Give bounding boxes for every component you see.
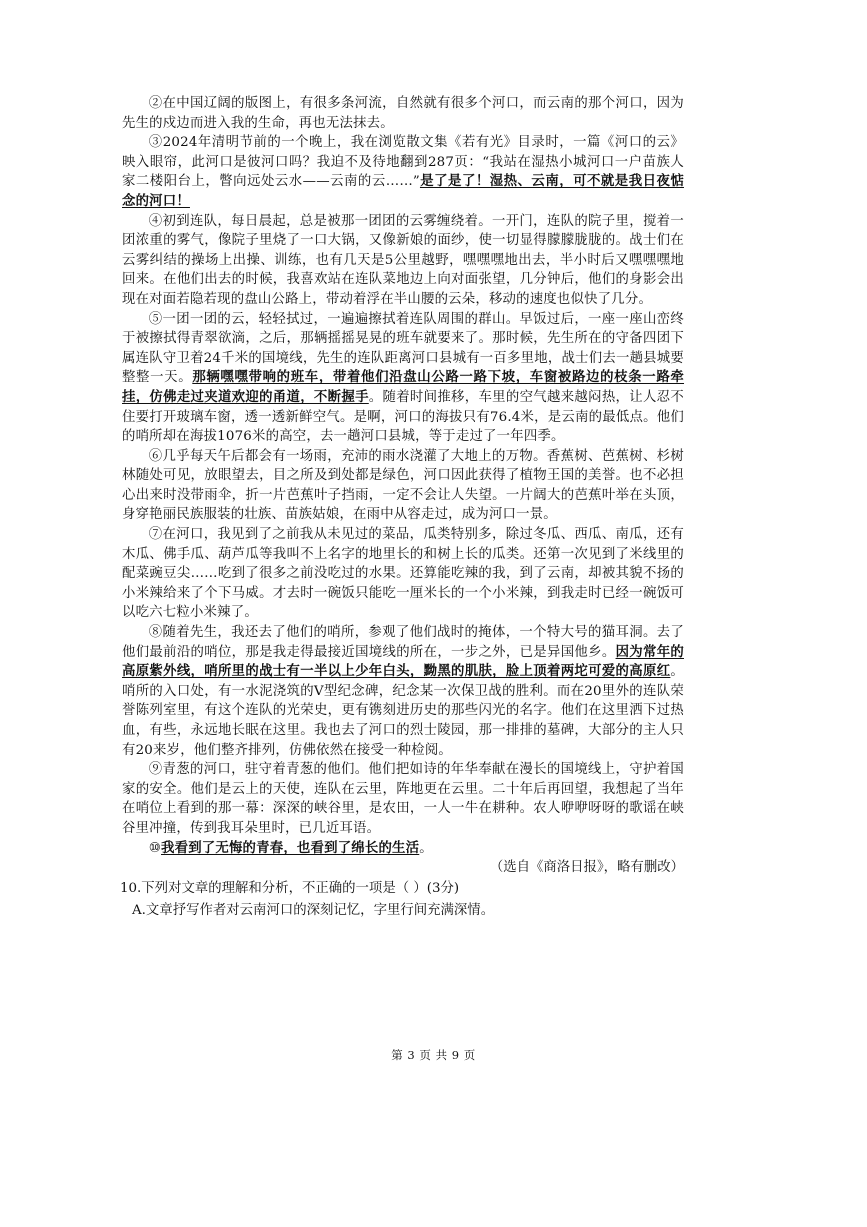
paragraph-7: ⑦在河口，我见到了之前我从未见过的菜品，瓜类特别多，除过冬瓜、西瓜、南瓜，还有木瓜、佛手瓜、葫芦瓜等我叫不上名字的地里长的和树上长的瓜类。还第一次见到了米线里的配菜豌豆尖……吃到了很多之前没吃过的水果。还算能吃辣的我，到了云南，却被其貌不扬的小米辣给来了个下马威。才去时一碗饭只能吃一厘米长的一个小米辣，到我走时已经一碗饭可以吃六七粒小米辣了。: [122, 527, 684, 621]
paragraph-10-number: ⑩: [148, 840, 162, 856]
paragraph-3-text: ③2024年清明节前的一个晚上，我在浏览散文集《若有光》目录时，一篇《河口的云》映入眼帘，此河口是彼河口吗？我迫不及待地翻到287页：“我站在湿热小城河口一户苗族人家二楼阳台上，瞥向远处云水——云南的云……”: [122, 135, 684, 190]
paragraph-10-emphasis: 我看到了无悔的青春，也看到了绵长的生活: [161, 839, 420, 856]
paragraph-9: ⑨青葱的河口，驻守着青葱的他们。他们把如诗的年华奉献在漫长的国境线上，守护着国家的安全。他们是云上的天使，连队在云里，阵地更在云里。二十年后再回望，我想起了当年在哨位上看到的那一幕：深深的峡谷里，是农田，一人一牛在耕种。农人咿咿呀呀的歌谣在峡谷里冲撞，传到我耳朵里时，已几近耳语。: [122, 762, 684, 836]
paragraph-3: [122, 133, 684, 211]
paragraph-8-text-a: ⑧随着先生，我还去了他们的哨所，参观了他们战时的掩体，一个特大号的猫耳洞。去了他们最前沿的哨位，那是我走得最接近国境线的所在，一步之外，已是异国他乡。: [122, 625, 684, 660]
paragraph-5: [122, 310, 684, 447]
paragraph-6: ⑥几乎每天午后都会有一场雨，充沛的雨水浇灌了大地上的万物。香蕉树、芭蕉树、杉树林随处可见，放眼望去，目之所及到处都是绿色，河口因此获得了植物王国的美誉。也不必担心出来时没带雨伞，折一片芭蕉叶子挡雨，一定不会让人失望。一片阔大的芭蕉叶举在头顶，身穿艳丽民族服装的壮族、苗族姑娘，在雨中从容走过，成为河口一景。: [122, 448, 684, 523]
article-source: （选自《商洛日报》，略有删改）: [489, 860, 684, 876]
question-10-option-a: A.文章抒写作者对云南河口的深刻记忆，字里行间充满深情。: [132, 902, 495, 918]
paragraph-5-text-a: ⑤一团一团的云，轻轻拭过，一遍遍擦拭着连队周围的群山。早饭过后，一座一座山峦终于被擦拭得青翠欲滴，之后，那辆摇摇晃晃的班车就要来了。那时候，先生所在的守备四团下属连队守卫着24千米的国境线，先生的连队距离河口县城有一百多里地，战士们去一趟县城要整整一天。: [122, 311, 684, 386]
paragraph-10: [122, 839, 684, 859]
paragraph-3-emphasis: 是了是了！湿热、云南，可不就是我日夜惦念的河口！: [122, 173, 684, 209]
article-body: [122, 94, 684, 922]
paragraph-8: [122, 623, 684, 760]
paragraph-4: ④初到连队，每日晨起，总是被那一团团的云雾缠绕着。一开门，连队的院子里，搅着一团浓重的雾气，像院子里烧了一口大锅，又像新娘的面纱，使一切显得朦朦胧胧的。战士们在云雾纠结的操场上出操、训练，也有几天是5公里越野，嘿嘿嘿地出去，半小时后又嘿嘿嘿地回来。在他们出去的时候，我喜欢站在连队菜地边上向对面张望，几分钟后，他们的身影会出现在对面若隐若现的盘山公路上，带动着浮在半山腰的云朵，移动的速度也似快了几分。: [122, 213, 684, 307]
paragraph-5-emphasis: 那辆嘿嘿带响的班车，带着他们沿盘山公路一路下坡，车窗被路边的枝条一路牵挂，仿佛走过夹道欢迎的甬道，不断握手: [122, 369, 685, 405]
paragraph-10-end: 。: [419, 840, 433, 856]
paragraph-5-text-c: 。随着时间推移，车里的空气越来越闷热，让人忍不住要打开玻璃车窗，透一透新鲜空气。是啊，河口的海拔只有76.4米，是云南的最低点。他们的哨所却在海拔1076米的高空，去一趟河口县城，等于走过了一年四季。: [122, 389, 684, 445]
paragraph-8-emphasis: 因为常年的高原紫外线，哨所里的战士有一半以上少年白头，黝黑的肌肤，脸上顶着两坨可爱的高原红: [122, 643, 684, 680]
paragraph-2: ②在中国辽阔的版图上，有很多条河流，自然就有很多个河口，而云南的那个河口，因为先生的戍边而进入我的生命，再也无法抹去。: [122, 96, 684, 131]
paragraph-8-text-c: 。哨所的入口处，有一水泥浇筑的V型纪念碑，纪念某一次保卫战的胜利。而在20里外的连队荣誉陈列室里，有这个连队的光荣史，更有镌刻进历史的那些闪光的名字。他们在这里洒下过热血，有些，永远地长眠在这里。我也去了河口的烈士陵园，那一排排的墓碑，大部分的主人只有20来岁，他们整齐排列，仿佛依然在接受一种检阅。: [122, 664, 684, 758]
question-10: 10.下列对文章的理解和分析，不正确的一项是（ ）(3分): [120, 880, 460, 896]
page-footer: 第 3 页 共 9 页: [391, 1048, 476, 1062]
